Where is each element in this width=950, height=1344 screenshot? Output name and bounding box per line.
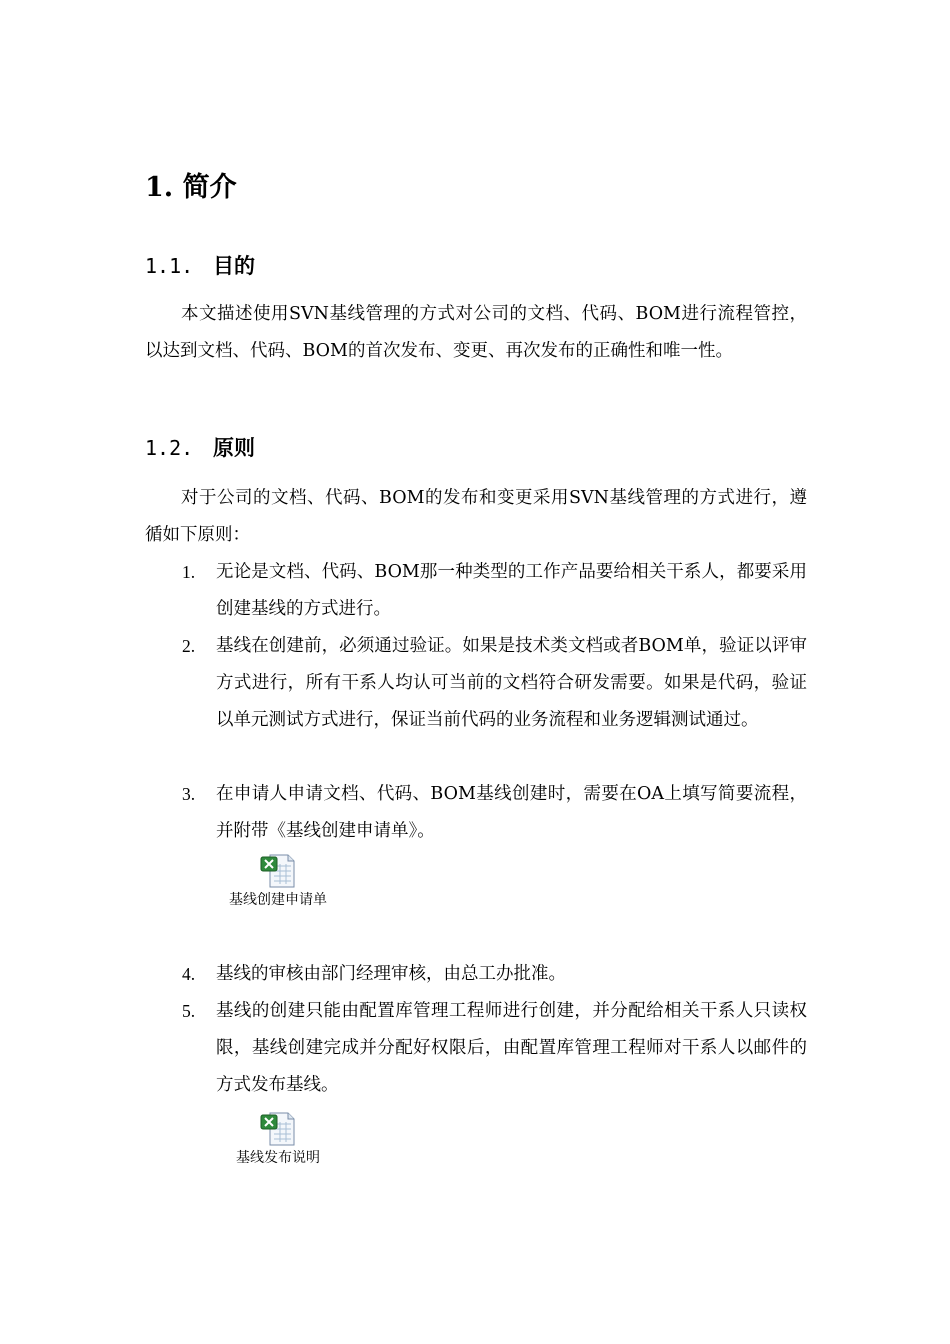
list-item — [145, 628, 807, 739]
list-item-text: 在申请人申请文档、代码、BOM基线创建时，需要在OA上填写简要流程，并附带《基线创建申请单》。 — [216, 784, 807, 841]
list-item — [145, 554, 807, 628]
list-item-text: 基线的审核由部门经理审核，由总工办批准。 — [216, 964, 566, 984]
subsection-title: 目的 — [213, 253, 255, 278]
attachment-baseline-release-notes[interactable] — [213, 1110, 343, 1167]
list-item — [145, 993, 807, 1104]
list-item-number: 5. — [182, 1001, 196, 1021]
list-item-text: 基线的创建只能由配置库管理工程师进行创建，并分配给相关干系人只读权限，基线创建完成并分配好权限后，由配置库管理工程师对干系人以邮件的方式发布基线。 — [216, 1001, 807, 1095]
section-heading-intro: 1. 简介 — [145, 172, 237, 203]
principle-intro-paragraph: 对于公司的文档、代码、BOM的发布和变更采用SVN基线管理的方式进行，遵循如下原则： — [145, 488, 807, 545]
list-item-text: 无论是文档、代码、BOM那一种类型的工作产品要给相关干系人，都要采用创建基线的方式进行。 — [216, 562, 807, 619]
subsection-number: 1.1. — [145, 254, 194, 278]
subsection-heading-purpose — [145, 250, 255, 282]
subsection-number: 1.2. — [145, 436, 194, 460]
list-item — [145, 956, 807, 993]
attachment-label: 基线创建申请单 — [229, 892, 327, 908]
subsection-title: 原则 — [213, 435, 255, 460]
excel-file-icon — [258, 852, 298, 890]
attachment-label: 基线发布说明 — [236, 1150, 320, 1166]
purpose-paragraph: 本文描述使用SVN基线管理的方式对公司的文档、代码、BOM进行流程管控，以达到文档、代码、BOM的首次发布、变更、再次发布的正确性和唯一性。 — [145, 304, 807, 361]
list-item — [145, 776, 807, 850]
list-item-number: 3. — [182, 784, 196, 804]
list-item-number: 2. — [182, 636, 196, 656]
attachment-baseline-request[interactable] — [213, 852, 343, 909]
list-item-text: 基线在创建前，必须通过验证。如果是技术类文档或者BOM单，验证以评审方式进行，所有干系人均认可当前的文档符合研发需要。如果是代码，验证以单元测试方式进行，保证当前代码的业务流程和业务逻辑测试通过。 — [216, 636, 807, 730]
excel-file-icon — [258, 1110, 298, 1148]
list-item-number: 4. — [182, 964, 196, 984]
subsection-heading-principle — [145, 432, 255, 464]
list-item-number: 1. — [182, 562, 196, 582]
